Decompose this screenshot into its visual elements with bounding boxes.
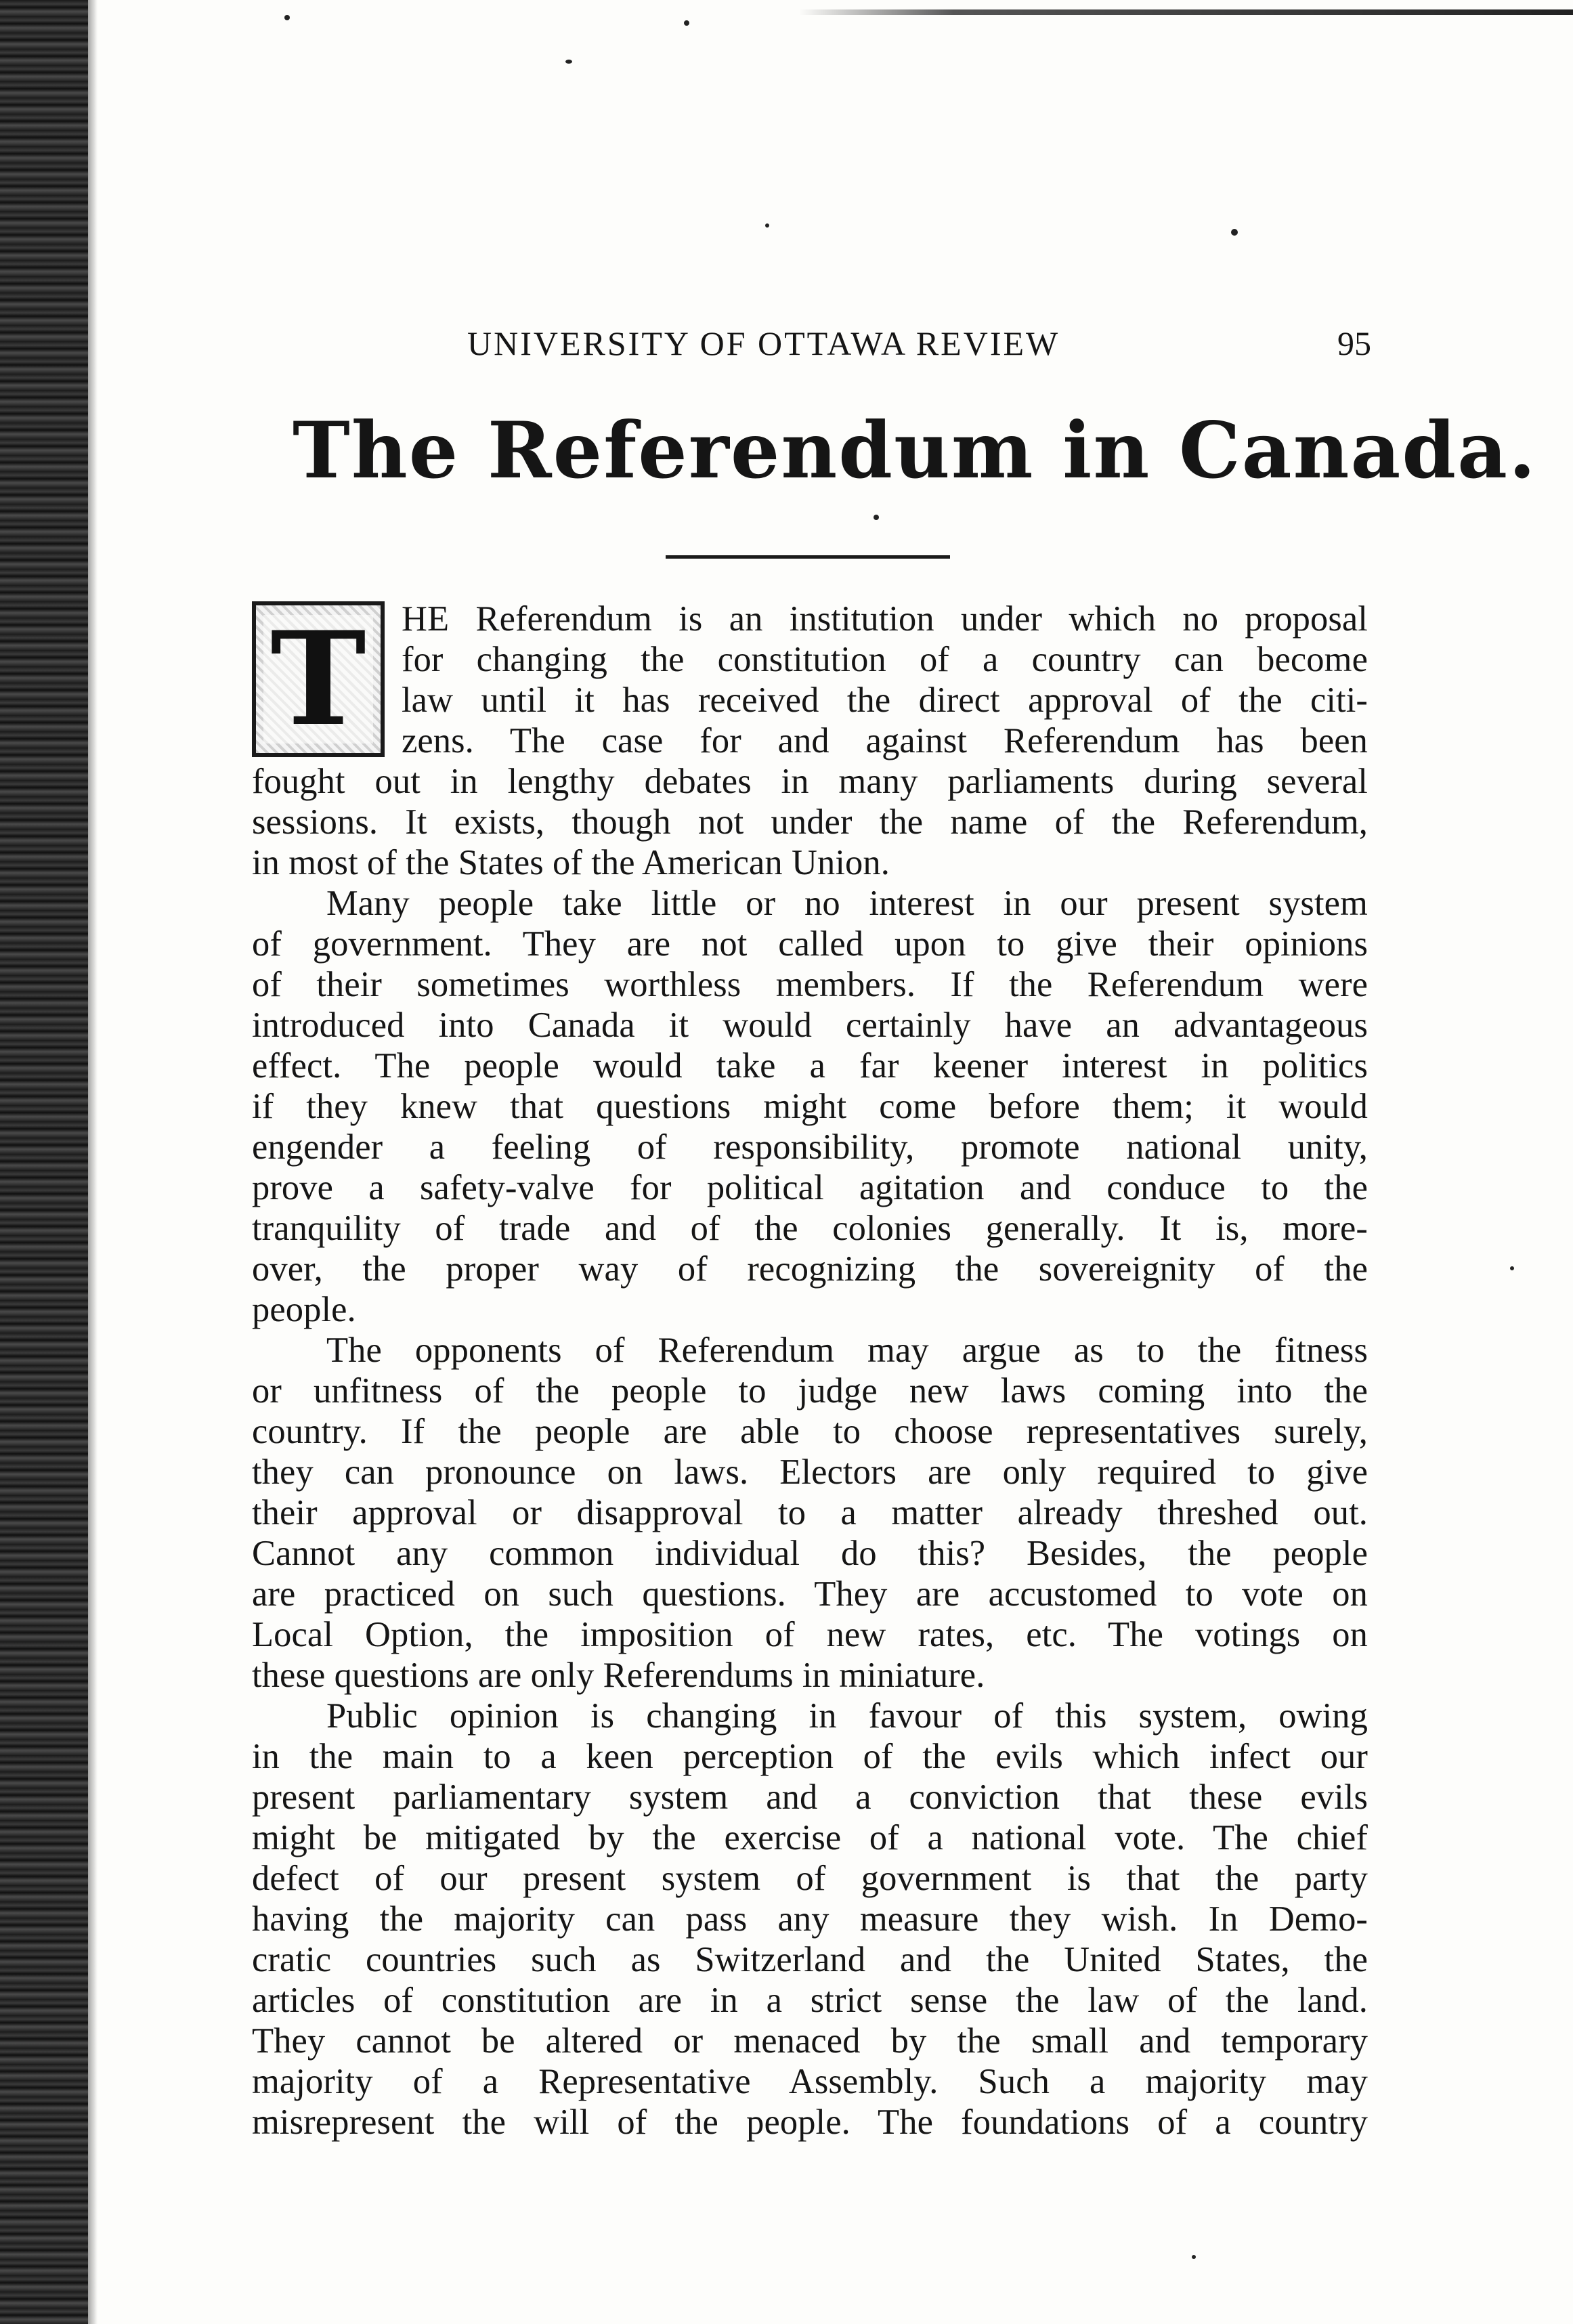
text-line: engender a feeling of responsibility, promote national unity, <box>252 1127 1368 1167</box>
text-line: over, the proper way of recognizing the sovereignity of the <box>252 1249 1368 1289</box>
text-line: articles of constitution are in a strict sense the law of the land. <box>252 1981 1368 2020</box>
title-divider <box>666 555 950 559</box>
text-line: their approval or disapproval to a matter already threshed out. <box>252 1493 1368 1532</box>
text-line: in most of the States of the American Union. <box>252 843 890 882</box>
page-number: 95 <box>1337 324 1371 362</box>
text-line: The opponents of Referendum may argue as to the fitness <box>326 1331 1368 1370</box>
text-line: Many people take little or no interest in our present system <box>326 884 1368 923</box>
text-line: prove a safety-valve for political agitation and conduce to the <box>252 1168 1368 1207</box>
text-line: They cannot be altered or menaced by the small and temporary <box>252 2021 1368 2061</box>
text-line: law until it has received the direct approval of the citi- <box>402 681 1368 720</box>
text-line: for changing the constitution of a country can become <box>402 640 1368 679</box>
text-line: Cannot any common individual do this? Besides, the people <box>252 1534 1368 1573</box>
text-line: fought out in lengthy debates in many parliaments during several <box>252 762 1368 801</box>
text-line: sessions. It exists, though not under the name of the Referendum, <box>252 802 1368 842</box>
scan-speck <box>1231 229 1238 236</box>
text-line: in the main to a keen perception of the evils which infect our <box>252 1737 1368 1776</box>
scan-speck <box>874 515 879 520</box>
text-line: country. If the people are able to choose representatives surely, <box>252 1412 1368 1451</box>
text-line: misrepresent the will of the people. The foundations of a country <box>252 2103 1368 2142</box>
drop-cap-letter: T <box>263 615 372 744</box>
scan-speck <box>1192 2255 1196 2259</box>
text-line: zens. The case for and against Referendum has been <box>402 721 1368 760</box>
scan-top-edge <box>799 9 1573 15</box>
text-line: people. <box>252 1290 356 1329</box>
text-line: having the majority can pass any measure they wish. In Demo- <box>252 1899 1368 1939</box>
article-title: The Referendum in Canada. <box>293 405 1537 496</box>
text-line: majority of a Representative Assembly. Such a majority may <box>252 2062 1368 2101</box>
article-body <box>252 599 1368 2143</box>
text-line: cratic countries such as Switzerland and the United States, the <box>252 1940 1368 1979</box>
text-line: of their sometimes worthless members. If the Referendum were <box>252 965 1368 1004</box>
scan-speck <box>684 20 689 26</box>
text-line: they can pronounce on laws. Electors are only required to give <box>252 1452 1368 1492</box>
text-line: of government. They are not called upon to give their opinions <box>252 924 1368 964</box>
text-line: Local Option, the imposition of new rates, etc. The votings on <box>252 1615 1368 1654</box>
text-line: introduced into Canada it would certainly have an advantageous <box>252 1006 1368 1045</box>
text-line: effect. The people would take a far keener interest in politics <box>252 1046 1368 1085</box>
text-line: tranquility of trade and of the colonies generally. It is, more- <box>252 1209 1368 1248</box>
scan-speck <box>1510 1266 1514 1270</box>
text-line: these questions are only Referendums in miniature. <box>252 1656 985 1695</box>
text-line: present parliamentary system and a conviction that these evils <box>252 1778 1368 1817</box>
scan-speck <box>284 15 290 20</box>
text-line: defect of our present system of government is that the party <box>252 1859 1368 1898</box>
text-line: might be mitigated by the exercise of a national vote. The chief <box>252 1818 1368 1857</box>
book-binding-edge <box>0 0 88 2324</box>
text-line: if they knew that questions might come before them; it would <box>252 1087 1368 1126</box>
text-line: HE Referendum is an institution under which no proposal <box>402 599 1368 639</box>
text-line: are practiced on such questions. They are accustomed to vote on <box>252 1574 1368 1614</box>
running-head: UNIVERSITY OF OTTAWA REVIEW <box>467 324 1060 362</box>
text-line: or unfitness of the people to judge new laws coming into the <box>252 1371 1368 1411</box>
scan-speck <box>765 223 769 228</box>
scan-speck <box>565 60 572 64</box>
text-line: Public opinion is changing in favour of this system, owing <box>326 1696 1368 1736</box>
